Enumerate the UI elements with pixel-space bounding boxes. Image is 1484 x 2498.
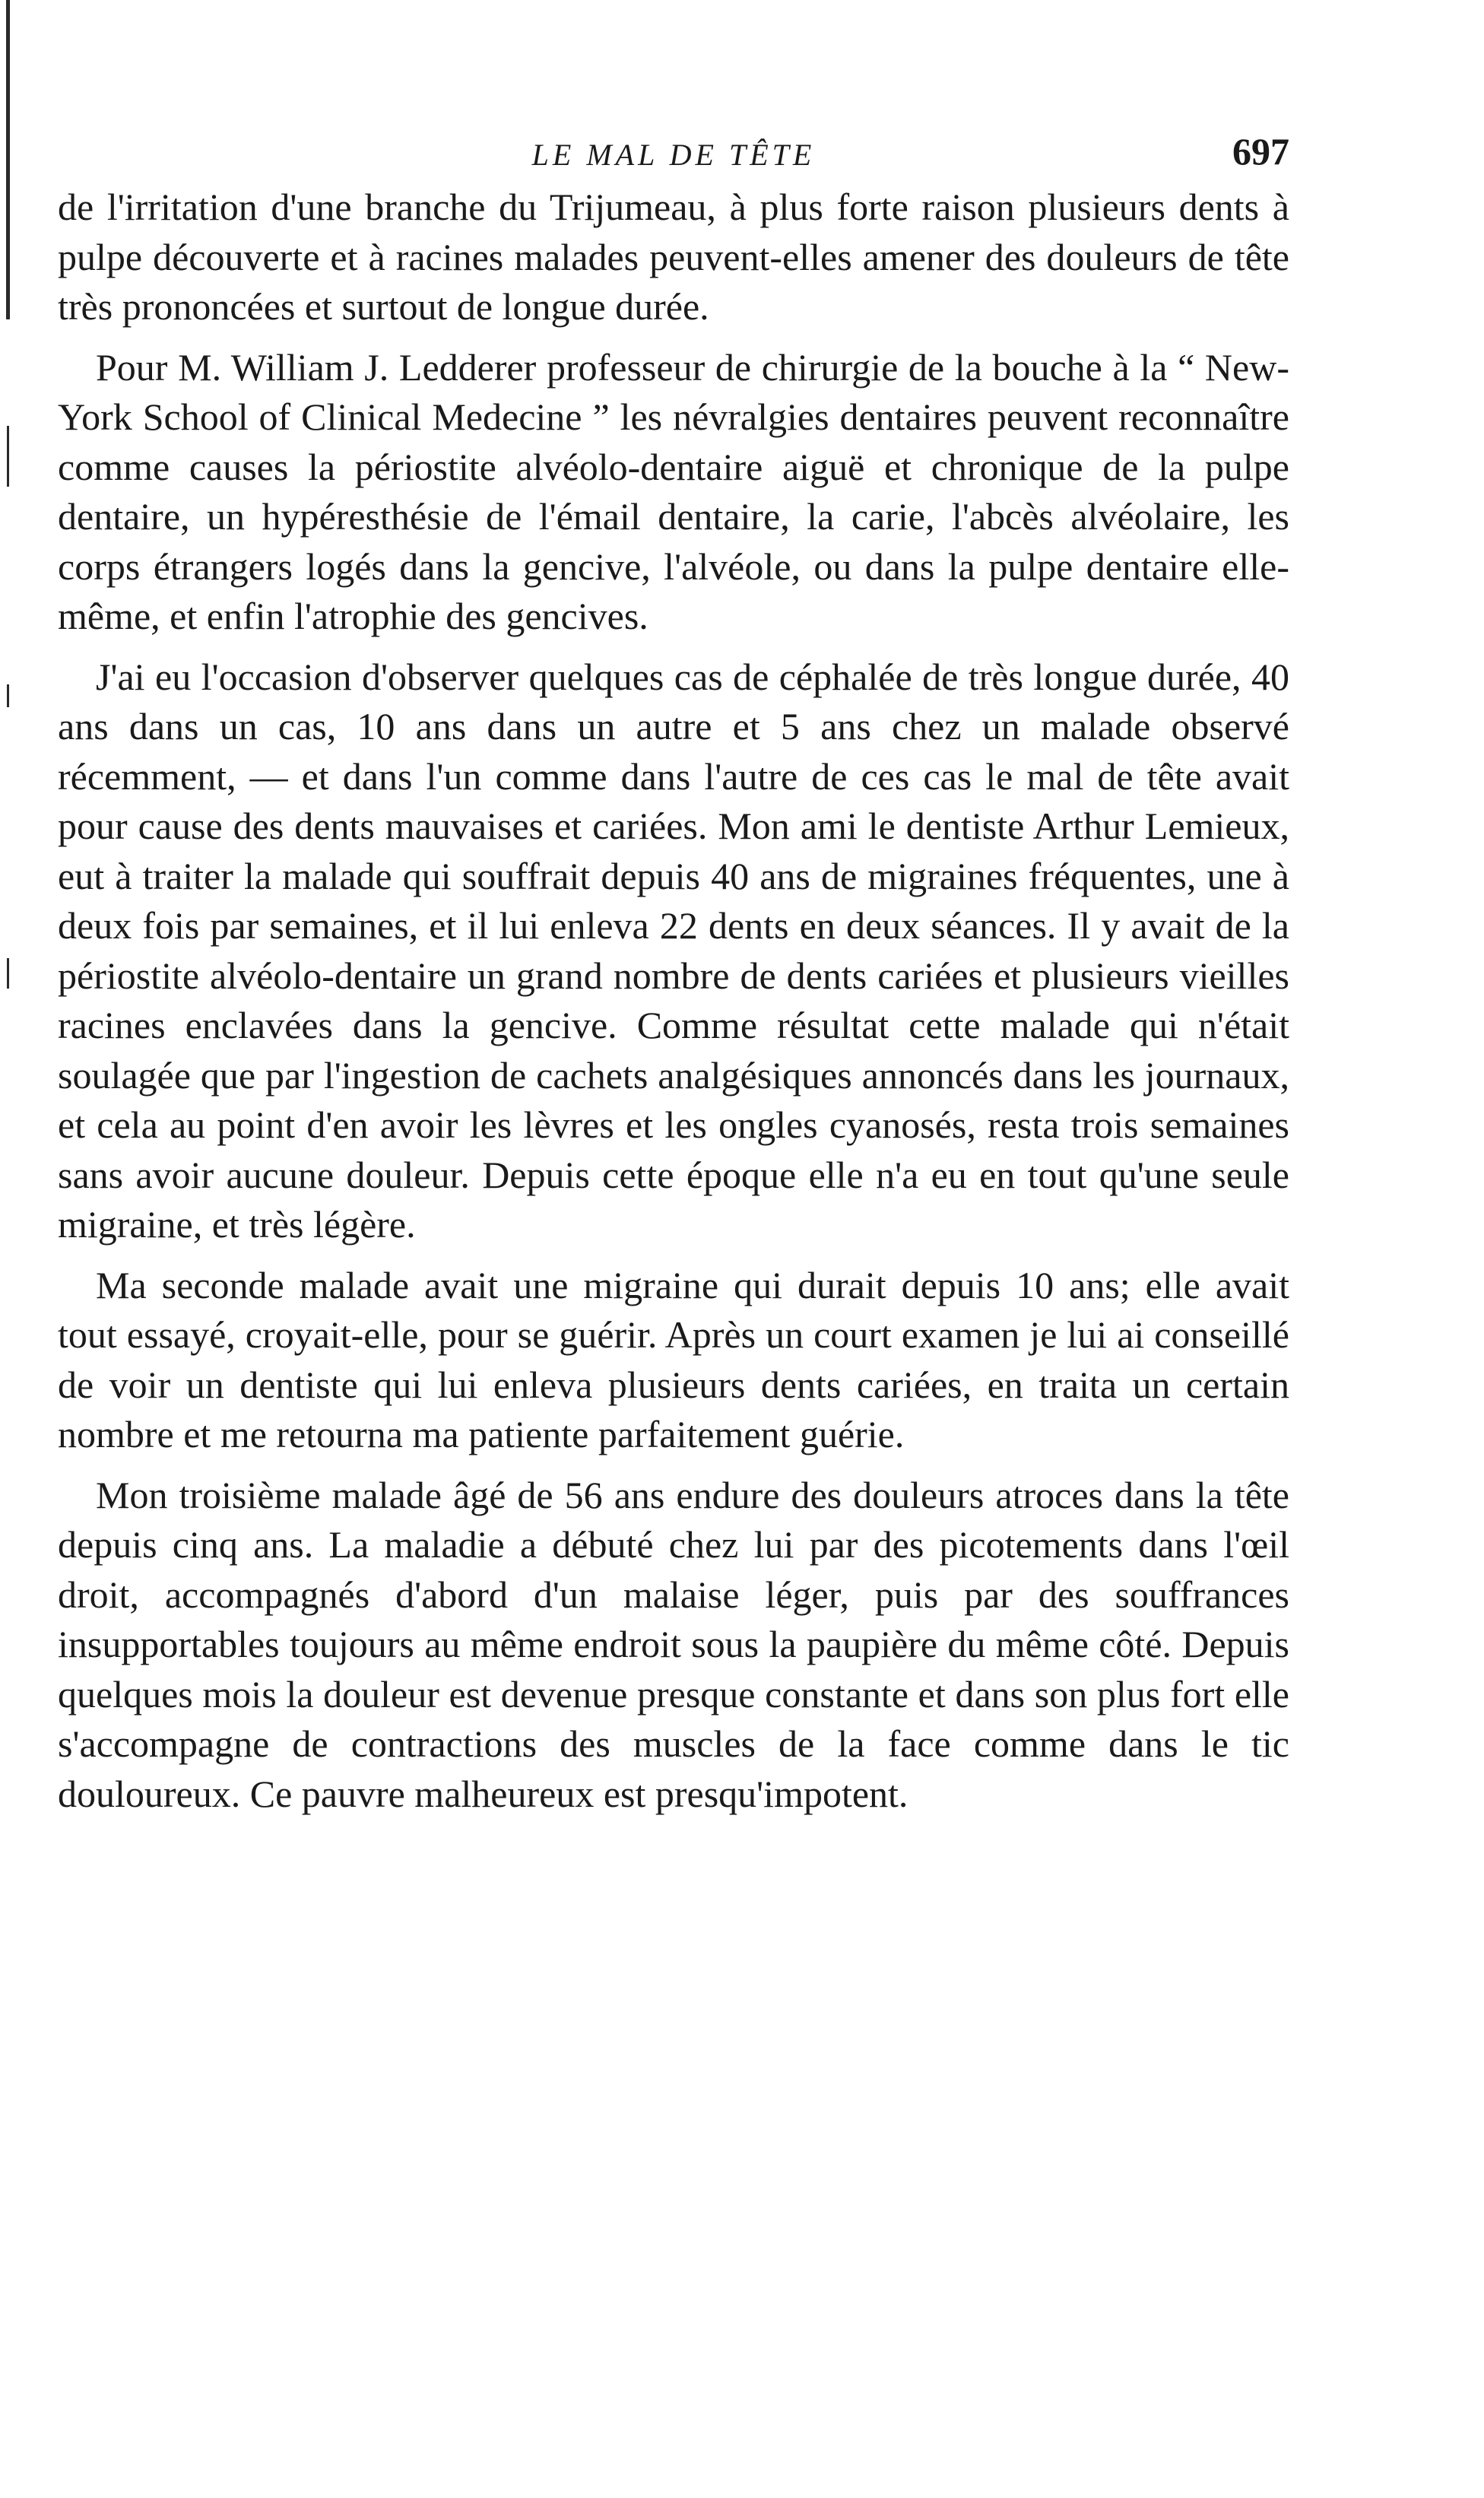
binding-edge (6, 0, 10, 319)
binding-edge (7, 684, 9, 707)
body-text (58, 183, 1289, 1819)
binding-edge (7, 426, 9, 487)
paragraph-first-case: J'ai eu l'occasion d'observer quelques cas de céphalée de très longue durée, 40 ans dans un cas, 10 ans dans un autre et 5 ans chez un malade observé récemment, — et dans l'un comme dans l'autre de ces cas le mal de tête avait pour cause des dents mauvaises et cariées. Mon ami le dentiste Arthur Lemieux, eut à traiter la malade qui souffrait depuis 40 ans de migraines fréquentes, une à deux fois par semaines, et il lui enleva 22 dents en deux séances. Il y avait de la périostite alvéolo-dentaire un grand nombre de dents cariées et plusieurs vieilles racines enclavées dans la gencive. Comme résultat cette malade qui n'était soulagée que par l'ingestion de cachets analgésiques annoncés dans les journaux, et cela au point d'en avoir les lèvres et les ongles cyanosés, resta trois semaines sans avoir aucune douleur. Depuis cette époque elle n'a eu en tout qu'une seule migraine, et très légère. (58, 655, 1289, 1246)
paragraph-second-case: Ma seconde malade avait une migraine qui durait depuis 10 ans; elle avait tout essayé, croyait-elle, pour se guérir. Après un court examen je lui ai conseillé de voir un dentiste qui lui enleva plusieurs dents cariées, en traita un certain nombre et me retourna ma patiente parfaitement guérie. (58, 1263, 1289, 1455)
page-number: 697 (1232, 130, 1289, 173)
paragraph-continuation: de l'irritation d'une branche du Trijumeau, à plus forte raison plusieurs dents à pulpe découverte et à racines malades peuvent-elles amener des douleurs de tête très prononcées et surtout de longue durée. (58, 186, 1289, 328)
binding-edge (7, 958, 9, 989)
paragraph-third-case: Mon troisième malade âgé de 56 ans endure des douleurs atroces dans la tête depuis cinq ans. La maladie a débuté chez lui par des picotements dans l'œil droit, accompagnés d'abord d'un malaise léger, puis par des souffrances insupportables toujours au même endroit sous la paupière du même côté. Depuis quelques mois la douleur est devenue presque constante et dans son plus fort elle s'accompagne de contractions des muscles de la face comme dans le tic douloureux. Ce pauvre malheureux est presqu'impotent. (58, 1473, 1289, 1815)
page-header (58, 114, 1289, 183)
running-title: LE MAL DE TÊTE (531, 138, 816, 172)
book-page (58, 114, 1289, 1830)
paragraph-ledderer: Pour M. William J. Ledderer professeur de chirurgie de la bouche à la “ New-York School of Clinical Medecine ” les névralgies dentaires peuvent reconnaître comme causes la périostite alvéolo-dentaire aiguë et chronique de la pulpe dentaire, un hypéresthésie de l'émail dentaire, la carie, l'abcès alvéolaire, les corps étrangers logés dans la gencive, l'alvéole, ou dans la pulpe dentaire elle-même, et enfin l'atrophie des gencives. (58, 345, 1289, 637)
